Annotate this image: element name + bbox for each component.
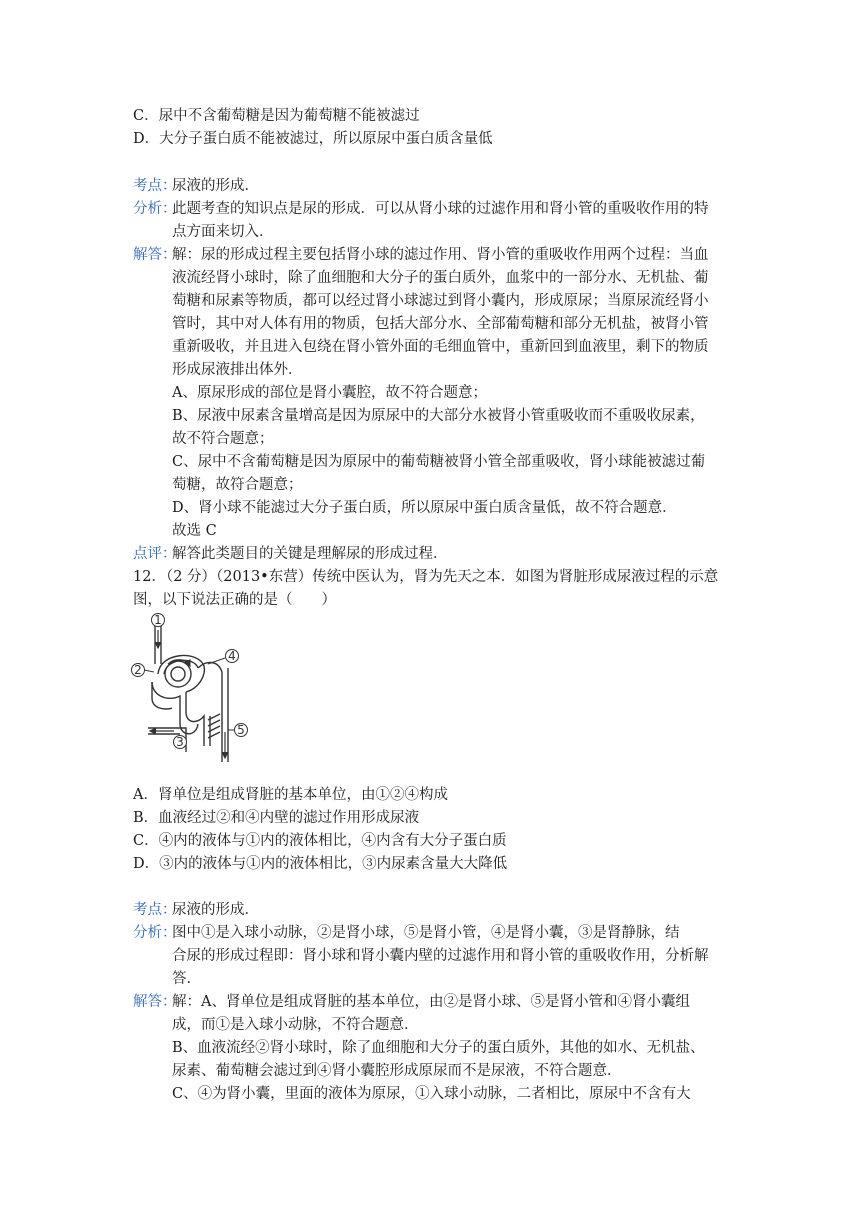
jieda-label: 解答： — [133, 247, 177, 263]
diagram-label-5: 5 — [237, 723, 245, 737]
fenxi-label: 分析： — [133, 201, 177, 217]
kaodian-text: 尿液的形成． — [172, 902, 259, 918]
diagram-label-2: 2 — [134, 663, 142, 677]
option-d: D．③内的液体与①内的液体相比，③内尿素含量大大降低 — [133, 856, 508, 872]
jieda-line: C、尿中不含葡萄糖是因为原尿中的葡萄糖被肾小管全部重吸收，肾小球能被滤过葡 — [172, 454, 706, 470]
fenxi-line: 此题考查的知识点是尿的形成．可以从肾小球的过滤作用和肾小管的重吸收作用的特 — [172, 201, 709, 217]
fenxi-label: 分析： — [133, 925, 177, 941]
fenxi-line: 合尿的形成过程即：肾小球和肾小囊内壁的过滤作用和肾小管的重吸收作用，分析解 — [172, 948, 709, 964]
fenxi-line: 答． — [172, 971, 201, 987]
option-b: B．血液经过②和④内壁的滤过作用形成尿液 — [133, 810, 420, 826]
dianping-label: 点评： — [133, 546, 177, 562]
option-d-prev: D．大分子蛋白质不能被滤过，所以原尿中蛋白质含量低 — [133, 131, 493, 147]
jieda-line: B、血液流经②肾小球时，除了血细胞和大分子的蛋白质外，其他的如水、无机盐、 — [172, 1040, 705, 1056]
diagram-label-3: 3 — [176, 735, 184, 749]
fenxi-line: 点方面来切入． — [172, 224, 274, 240]
jieda-line: 成，而①是入球小动脉，不符合题意． — [172, 1017, 419, 1033]
renal-tubule — [186, 692, 204, 746]
kaodian-label: 考点： — [133, 178, 177, 194]
jieda-line: 解：A、肾单位是组成肾脏的基本单位，由②是肾小球、⑤是肾小管和④肾小囊组 — [172, 994, 690, 1010]
option-c: C．④内的液体与①内的液体相比，④内含有大分子蛋白质 — [133, 833, 507, 849]
jieda-line: 管时，其中对人体有用的物质，包括大部分水、全部葡萄糖和部分无机盐，被肾小管 — [172, 316, 709, 332]
jieda-line: 解：尿的形成过程主要包括肾小球的滤过作用、肾小管的重吸收作用两个过程：当血 — [172, 247, 709, 263]
option-a: A．肾单位是组成肾脏的基本单位，由①②④构成 — [133, 787, 448, 803]
question-stem: 图，以下说法正确的是（ ） — [133, 592, 336, 608]
jieda-line: 故选 C — [172, 523, 217, 539]
jieda-line: 尿素、葡萄糖会滤过到④肾小囊腔形成原尿而不是尿液，不符合题意． — [172, 1063, 622, 1079]
jieda-line: 萄糖和尿素等物质，都可以经过肾小球滤过到肾小囊内，形成原尿；当原尿流经肾小 — [172, 293, 709, 309]
diagram-label-1: 1 — [154, 613, 162, 627]
jieda-line: 萄糖，故符合题意； — [172, 477, 303, 493]
question-stem: 12．（2 分）（2013•东营）传统中医认为，肾为先天之本．如图为肾脏形成尿液过程的示意 — [133, 569, 719, 585]
fenxi-line: 图中①是入球小动脉，②是肾小球，⑤是肾小管，④是肾小囊，③是肾静脉，结 — [172, 925, 680, 941]
jieda-line: B、尿液中尿素含量增高是因为原尿中的大部分水被肾小管重吸收而不重吸收尿素， — [172, 408, 705, 424]
option-c-prev: C．尿中不含葡萄糖是因为葡萄糖不能被滤过 — [133, 108, 420, 124]
jieda-line: D、肾小球不能滤过大分子蛋白质，所以原尿中蛋白质含量低，故不符合题意． — [172, 500, 677, 516]
nephron-diagram — [128, 612, 258, 772]
dianping-text: 解答此类题目的关键是理解尿的形成过程． — [172, 546, 448, 562]
jieda-label: 解答： — [133, 994, 177, 1010]
jieda-line: 液流经肾小球时，除了血细胞和大分子的蛋白质外，血浆中的一部分水、无机盐、葡 — [172, 270, 709, 286]
jieda-line: C、④为肾小囊，里面的液体为原尿，①入球小动脉，二者相比，原尿中不含有大 — [172, 1086, 691, 1102]
jieda-line: A、原尿形成的部位是肾小囊腔，故不符合题意； — [172, 385, 487, 401]
jieda-line: 重新吸收，并且进入包绕在肾小管外面的毛细血管中，重新回到血液里，剩下的物质 — [172, 339, 709, 355]
jieda-line: 形成尿液排出体外． — [172, 362, 303, 378]
jieda-line: 故不符合题意； — [172, 431, 274, 447]
kaodian-label: 考点： — [133, 902, 177, 918]
nephron-diagram-svg — [128, 612, 258, 772]
kaodian-text: 尿液的形成． — [172, 178, 259, 194]
diagram-label-4: 4 — [228, 649, 236, 663]
